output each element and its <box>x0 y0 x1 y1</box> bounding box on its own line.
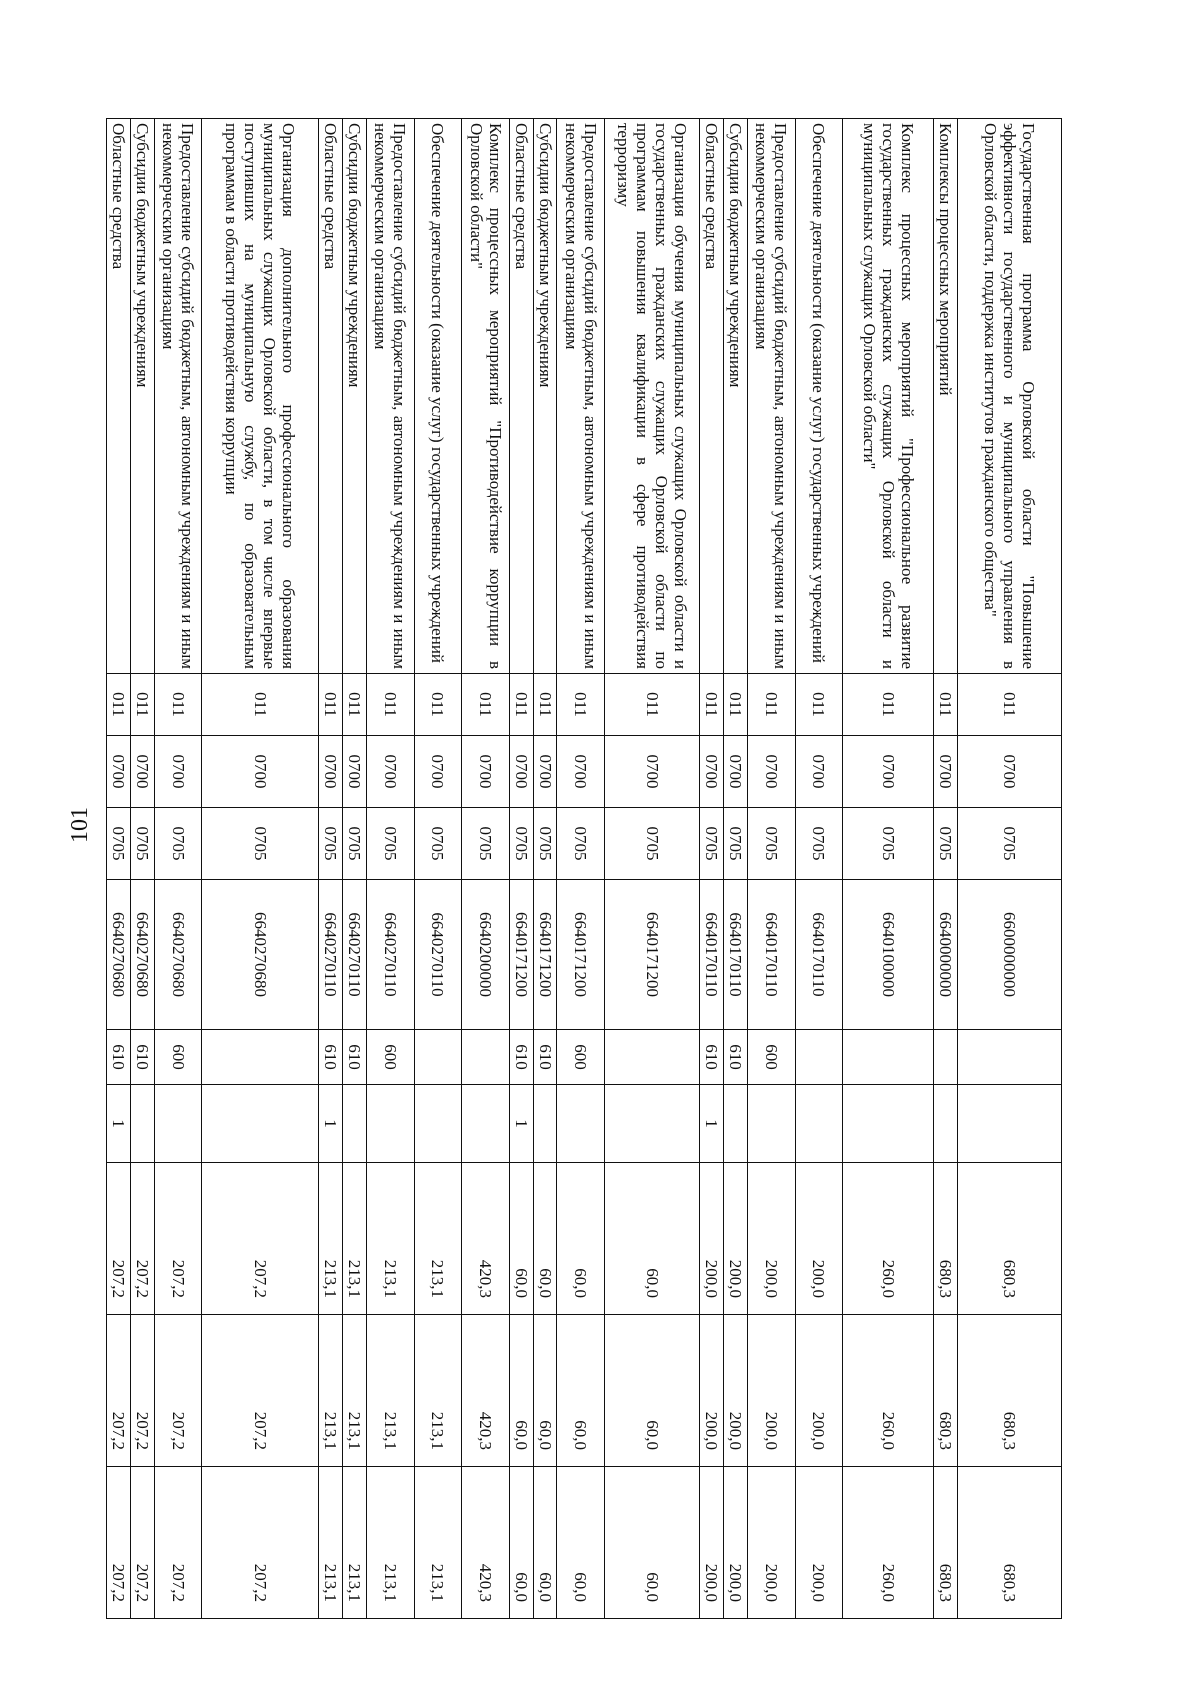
expense-type-code <box>414 1030 462 1085</box>
amount-year-3: 213,1 <box>343 1467 367 1619</box>
target-article-code: 6640270110 <box>343 880 367 1030</box>
source-mark <box>724 1085 748 1163</box>
amount-year-1: 60,0 <box>533 1163 557 1315</box>
table-row <box>154 119 202 1619</box>
table-row <box>958 119 1062 1619</box>
target-article-code: 6640171200 <box>557 880 605 1030</box>
amount-year-2: 213,1 <box>319 1315 343 1467</box>
amount-year-3: 200,0 <box>795 1467 843 1619</box>
table-body <box>107 119 1062 1619</box>
amount-year-1: 207,2 <box>130 1163 154 1315</box>
amount-year-1: 207,2 <box>154 1163 202 1315</box>
subsection-code: 0705 <box>366 808 414 880</box>
source-mark <box>414 1085 462 1163</box>
table-row <box>533 119 557 1619</box>
section-code: 0700 <box>154 736 202 808</box>
table-row <box>843 119 934 1619</box>
target-article-code: 6640270680 <box>202 880 319 1030</box>
expense-type-code <box>462 1030 510 1085</box>
source-mark <box>958 1085 1062 1163</box>
budget-table <box>106 118 1062 1619</box>
amount-year-1: 200,0 <box>724 1163 748 1315</box>
amount-year-2: 200,0 <box>700 1315 724 1467</box>
table-row <box>319 119 343 1619</box>
expense-type-code <box>795 1030 843 1085</box>
table-row <box>414 119 462 1619</box>
amount-year-3: 207,2 <box>154 1467 202 1619</box>
expense-type-code: 610 <box>130 1030 154 1085</box>
amount-year-2: 60,0 <box>605 1315 700 1467</box>
grbs-code: 011 <box>462 674 510 736</box>
target-article-code: 6640270110 <box>366 880 414 1030</box>
subsection-code: 0705 <box>154 808 202 880</box>
row-name: Областные средства <box>509 119 533 674</box>
amount-year-2: 680,3 <box>958 1315 1062 1467</box>
amount-year-2: 207,2 <box>107 1315 131 1467</box>
section-code: 0700 <box>414 736 462 808</box>
subsection-code: 0705 <box>533 808 557 880</box>
amount-year-1: 680,3 <box>958 1163 1062 1315</box>
amount-year-3: 60,0 <box>533 1467 557 1619</box>
expense-type-code <box>843 1030 934 1085</box>
subsection-code: 0705 <box>414 808 462 880</box>
table-row <box>343 119 367 1619</box>
subsection-code: 0705 <box>130 808 154 880</box>
expense-type-code: 610 <box>533 1030 557 1085</box>
row-name: Субсидии бюджетным учреждениям <box>343 119 367 674</box>
target-article-code: 6640000000 <box>934 880 958 1030</box>
row-name: Организация дополнительного профессионального образования муниципальных служащих Орловской области, в том числе впервые поступивших на муниципальную службу, по образовательным программам в области противодействия коррупции <box>202 119 319 674</box>
row-name: Предоставление субсидий бюджетным, автономным учреждениям и иным некоммерческим организациям <box>366 119 414 674</box>
expense-type-code: 600 <box>557 1030 605 1085</box>
section-code: 0700 <box>724 736 748 808</box>
subsection-code: 0705 <box>700 808 724 880</box>
amount-year-1: 200,0 <box>748 1163 796 1315</box>
target-article-code: 6640171200 <box>509 880 533 1030</box>
row-name: Областные средства <box>700 119 724 674</box>
amount-year-1: 213,1 <box>343 1163 367 1315</box>
source-mark <box>605 1085 700 1163</box>
table-row <box>366 119 414 1619</box>
source-mark <box>557 1085 605 1163</box>
row-name: Комплекс процессных мероприятий "Профессиональное развитие государственных гражданских служащих Орловской области и муниципальных служащих Орловской области" <box>843 119 934 674</box>
subsection-code: 0705 <box>462 808 510 880</box>
source-mark <box>795 1085 843 1163</box>
target-article-code: 6600000000 <box>958 880 1062 1030</box>
amount-year-3: 207,2 <box>107 1467 131 1619</box>
amount-year-1: 60,0 <box>509 1163 533 1315</box>
target-article-code: 6640170110 <box>748 880 796 1030</box>
expense-type-code: 610 <box>107 1030 131 1085</box>
target-article-code: 6640100000 <box>843 880 934 1030</box>
amount-year-2: 60,0 <box>509 1315 533 1467</box>
amount-year-2: 207,2 <box>154 1315 202 1467</box>
subsection-code: 0705 <box>557 808 605 880</box>
section-code: 0700 <box>533 736 557 808</box>
amount-year-1: 213,1 <box>366 1163 414 1315</box>
target-article-code: 6640270680 <box>154 880 202 1030</box>
section-code: 0700 <box>958 736 1062 808</box>
table-row <box>724 119 748 1619</box>
amount-year-2: 200,0 <box>724 1315 748 1467</box>
section-code: 0700 <box>130 736 154 808</box>
grbs-code: 011 <box>414 674 462 736</box>
expense-type-code: 610 <box>724 1030 748 1085</box>
row-name: Государственная программа Орловской области "Повышение эффективности государственного и муниципального управления в Орловской области, поддержка институтов гражданского общества" <box>958 119 1062 674</box>
target-article-code: 6640270680 <box>107 880 131 1030</box>
section-code: 0700 <box>605 736 700 808</box>
amount-year-1: 207,2 <box>202 1163 319 1315</box>
section-code: 0700 <box>319 736 343 808</box>
row-name: Организация обучения муниципальных служащих Орловской области и государственных гражданских служащих Орловской области по программам повышения квалификации в сфере противодействия терроризму <box>605 119 700 674</box>
subsection-code: 0705 <box>958 808 1062 880</box>
target-article-code: 6640270680 <box>130 880 154 1030</box>
amount-year-2: 213,1 <box>343 1315 367 1467</box>
amount-year-2: 207,2 <box>202 1315 319 1467</box>
expense-type-code <box>934 1030 958 1085</box>
amount-year-3: 207,2 <box>130 1467 154 1619</box>
section-code: 0700 <box>343 736 367 808</box>
target-article-code: 6640200000 <box>462 880 510 1030</box>
amount-year-1: 207,2 <box>107 1163 131 1315</box>
subsection-code: 0705 <box>724 808 748 880</box>
row-name: Предоставление субсидий бюджетным, автономным учреждениям и иным некоммерческим организациям <box>557 119 605 674</box>
amount-year-3: 680,3 <box>934 1467 958 1619</box>
grbs-code: 011 <box>107 674 131 736</box>
grbs-code: 011 <box>343 674 367 736</box>
section-code: 0700 <box>700 736 724 808</box>
table-row <box>748 119 796 1619</box>
target-article-code: 6640270110 <box>414 880 462 1030</box>
source-mark: 1 <box>509 1085 533 1163</box>
row-name: Предоставление субсидий бюджетным, автономным учреждениям и иным некоммерческим организациям <box>154 119 202 674</box>
source-mark: 1 <box>319 1085 343 1163</box>
source-mark <box>748 1085 796 1163</box>
amount-year-1: 60,0 <box>605 1163 700 1315</box>
source-mark: 1 <box>107 1085 131 1163</box>
table-row <box>557 119 605 1619</box>
section-code: 0700 <box>557 736 605 808</box>
amount-year-1: 213,1 <box>319 1163 343 1315</box>
table-row <box>107 119 131 1619</box>
expense-type-code: 610 <box>343 1030 367 1085</box>
section-code: 0700 <box>843 736 934 808</box>
amount-year-3: 213,1 <box>366 1467 414 1619</box>
subsection-code: 0705 <box>934 808 958 880</box>
row-name: Областные средства <box>107 119 131 674</box>
source-mark <box>154 1085 202 1163</box>
row-name: Комплекс процессных мероприятий "Противодействие коррупции в Орловской области" <box>462 119 510 674</box>
source-mark <box>366 1085 414 1163</box>
amount-year-3: 213,1 <box>319 1467 343 1619</box>
table-row <box>605 119 700 1619</box>
amount-year-1: 200,0 <box>795 1163 843 1315</box>
amount-year-2: 207,2 <box>130 1315 154 1467</box>
table-row <box>130 119 154 1619</box>
source-mark <box>130 1085 154 1163</box>
amount-year-1: 260,0 <box>843 1163 934 1315</box>
amount-year-2: 213,1 <box>414 1315 462 1467</box>
target-article-code: 6640170110 <box>795 880 843 1030</box>
source-mark <box>934 1085 958 1163</box>
row-name: Обеспечение деятельности (оказание услуг) государственных учреждений <box>795 119 843 674</box>
target-article-code: 6640171200 <box>533 880 557 1030</box>
subsection-code: 0705 <box>509 808 533 880</box>
subsection-code: 0705 <box>202 808 319 880</box>
amount-year-3: 200,0 <box>748 1467 796 1619</box>
row-name: Обеспечение деятельности (оказание услуг) государственных учреждений <box>414 119 462 674</box>
amount-year-2: 680,3 <box>934 1315 958 1467</box>
amount-year-2: 200,0 <box>795 1315 843 1467</box>
expense-type-code: 610 <box>319 1030 343 1085</box>
subsection-code: 0705 <box>748 808 796 880</box>
grbs-code: 011 <box>700 674 724 736</box>
target-article-code: 6640170110 <box>724 880 748 1030</box>
amount-year-2: 60,0 <box>557 1315 605 1467</box>
source-mark: 1 <box>700 1085 724 1163</box>
target-article-code: 6640170110 <box>700 880 724 1030</box>
amount-year-3: 207,2 <box>202 1467 319 1619</box>
expense-type-code: 610 <box>700 1030 724 1085</box>
section-code: 0700 <box>795 736 843 808</box>
grbs-code: 011 <box>319 674 343 736</box>
expense-type-code: 600 <box>748 1030 796 1085</box>
amount-year-1: 200,0 <box>700 1163 724 1315</box>
expense-type-code: 600 <box>154 1030 202 1085</box>
subsection-code: 0705 <box>795 808 843 880</box>
row-name: Областные средства <box>319 119 343 674</box>
grbs-code: 011 <box>557 674 605 736</box>
grbs-code: 011 <box>724 674 748 736</box>
grbs-code: 011 <box>533 674 557 736</box>
row-name: Субсидии бюджетным учреждениям <box>724 119 748 674</box>
amount-year-1: 420,3 <box>462 1163 510 1315</box>
table-row <box>462 119 510 1619</box>
amount-year-1: 213,1 <box>414 1163 462 1315</box>
target-article-code: 6640171200 <box>605 880 700 1030</box>
grbs-code: 011 <box>748 674 796 736</box>
expense-type-code <box>202 1030 319 1085</box>
source-mark <box>343 1085 367 1163</box>
budget-table-rotated <box>106 118 1062 1618</box>
grbs-code: 011 <box>934 674 958 736</box>
grbs-code: 011 <box>795 674 843 736</box>
table-row <box>700 119 724 1619</box>
expense-type-code <box>605 1030 700 1085</box>
grbs-code: 011 <box>605 674 700 736</box>
section-code: 0700 <box>462 736 510 808</box>
row-name: Комплексы процессных мероприятий <box>934 119 958 674</box>
subsection-code: 0705 <box>107 808 131 880</box>
subsection-code: 0705 <box>605 808 700 880</box>
section-code: 0700 <box>202 736 319 808</box>
amount-year-3: 260,0 <box>843 1467 934 1619</box>
amount-year-3: 420,3 <box>462 1467 510 1619</box>
table-row <box>934 119 958 1619</box>
source-mark <box>843 1085 934 1163</box>
page-number: 101 <box>67 807 93 843</box>
section-code: 0700 <box>934 736 958 808</box>
row-name: Субсидии бюджетным учреждениям <box>130 119 154 674</box>
grbs-code: 011 <box>843 674 934 736</box>
expense-type-code <box>958 1030 1062 1085</box>
section-code: 0700 <box>107 736 131 808</box>
subsection-code: 0705 <box>343 808 367 880</box>
table-row <box>509 119 533 1619</box>
amount-year-2: 420,3 <box>462 1315 510 1467</box>
amount-year-2: 260,0 <box>843 1315 934 1467</box>
amount-year-3: 60,0 <box>605 1467 700 1619</box>
source-mark <box>533 1085 557 1163</box>
table-row <box>202 119 319 1619</box>
source-mark <box>202 1085 319 1163</box>
target-article-code: 6640270110 <box>319 880 343 1030</box>
section-code: 0700 <box>366 736 414 808</box>
grbs-code: 011 <box>366 674 414 736</box>
section-code: 0700 <box>509 736 533 808</box>
grbs-code: 011 <box>130 674 154 736</box>
source-mark <box>462 1085 510 1163</box>
amount-year-1: 680,3 <box>934 1163 958 1315</box>
amount-year-3: 60,0 <box>509 1467 533 1619</box>
grbs-code: 011 <box>509 674 533 736</box>
amount-year-1: 60,0 <box>557 1163 605 1315</box>
amount-year-2: 200,0 <box>748 1315 796 1467</box>
row-name: Субсидии бюджетным учреждениям <box>533 119 557 674</box>
amount-year-2: 60,0 <box>533 1315 557 1467</box>
amount-year-3: 213,1 <box>414 1467 462 1619</box>
row-name: Предоставление субсидий бюджетным, автономным учреждениям и иным некоммерческим организациям <box>748 119 796 674</box>
amount-year-3: 200,0 <box>724 1467 748 1619</box>
grbs-code: 011 <box>154 674 202 736</box>
subsection-code: 0705 <box>843 808 934 880</box>
subsection-code: 0705 <box>319 808 343 880</box>
grbs-code: 011 <box>958 674 1062 736</box>
grbs-code: 011 <box>202 674 319 736</box>
expense-type-code: 610 <box>509 1030 533 1085</box>
amount-year-3: 680,3 <box>958 1467 1062 1619</box>
table-row <box>795 119 843 1619</box>
section-code: 0700 <box>748 736 796 808</box>
amount-year-3: 200,0 <box>700 1467 724 1619</box>
amount-year-3: 60,0 <box>557 1467 605 1619</box>
expense-type-code: 600 <box>366 1030 414 1085</box>
amount-year-2: 213,1 <box>366 1315 414 1467</box>
